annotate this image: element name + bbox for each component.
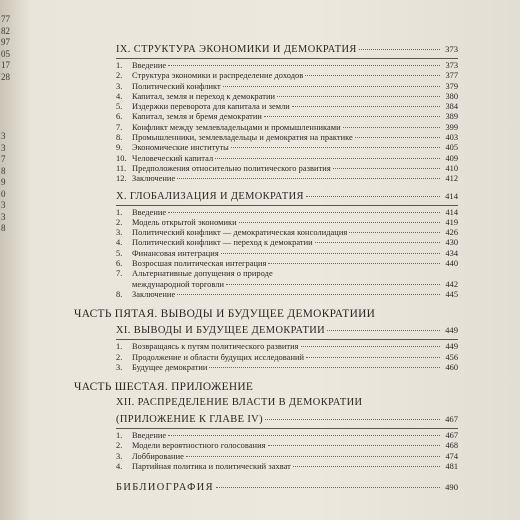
page-number: 414 [445,207,458,217]
toc-entry [74,431,458,441]
page-number: 373 [445,61,458,70]
entry-title: Политический конфликт — переход к демократии [132,238,313,248]
toc-entry [74,112,458,122]
edge-number: 8 [1,165,6,176]
leader-dots [293,466,440,467]
leader-dots [292,106,440,107]
entry-number: 4. [116,91,123,101]
leader-dots [226,284,440,285]
entry-number: 6. [116,112,123,122]
chapter-title: IX. СТРУКТУРА ЭКОНОМИКИ И ДЕМОКРАТИЯ [116,44,357,55]
edge-number: 9 [1,177,6,187]
leader-dots [221,253,440,254]
leader-dots [231,147,440,148]
toc-entry [74,133,458,143]
part-title: ЧАСТЬ ПЯТАЯ. ВЫВОДЫ И БУДУЩЕЕ ДЕМОКРАТИИИ [74,308,376,321]
leader-dots [168,65,440,66]
toc-entry [74,342,458,352]
page-number: 440 [445,259,458,269]
entry-title: Будущее демократии [132,362,208,372]
entry-title: Экономические институты [132,143,229,153]
entry-title: Конфликт между землевладельцами и промышленниками [132,122,341,132]
page-number: 449 [445,325,458,336]
bibliography-title: БИБЛИОГРАФИЯ [116,482,214,494]
edge-number: 77 [1,14,10,24]
leader-dots [277,96,440,97]
leader-dots [349,232,440,233]
entry-title: Капитал, земля и бремя демократии [132,112,262,122]
entry-title: Политический конфликт — демократическая консолидация [132,228,348,238]
chapter-heading [74,189,458,203]
page-number: 426 [445,228,458,238]
toc-entry [74,123,458,133]
page-number: 467 [445,414,458,425]
entry-title: Введение [132,207,167,217]
page-number: 481 [445,462,458,472]
leader-dots [306,196,440,197]
edge-number: 05 [1,48,10,59]
entry-title: Предположения относительно политического развития [132,163,331,173]
page-number: 399 [445,122,458,132]
entry-number: 2. [116,352,123,362]
entry-number: 5. [116,248,123,258]
entry-title: Капитал, земля и переход к демократии [132,91,276,101]
chapter-subtitle-line [74,412,458,426]
entry-title: Продолжение и области будущих исследований [132,352,305,362]
chapter-title: XI. ВЫВОДЫ И БУДУЩЕЕ ДЕМОКРАТИИ [116,325,326,337]
edge-number: 17 [1,60,10,70]
entry-number: 3. [116,228,123,238]
edge-number: 97 [1,37,10,47]
edge-number: 7 [1,154,6,164]
leader-dots [268,445,440,446]
entry-title: Лоббирование [132,451,184,461]
leader-dots [264,116,440,117]
entry-number: 1. [116,61,123,70]
entry-number: 4. [116,238,123,248]
entry-number: 2. [116,71,123,81]
entry-title: Политический конфликт [132,81,221,91]
entry-number: 5. [116,102,123,112]
toc-entry [74,143,458,153]
entry-number: 2. [116,441,123,451]
page-number: 389 [445,112,458,122]
toc-entry [74,102,458,112]
page-number: 474 [445,451,458,461]
page-number: 405 [445,143,458,153]
chapter-heading [74,42,458,56]
toc-entry [74,452,458,462]
toc-entry [74,290,458,300]
entry-number: 6. [116,259,123,269]
leader-dots [333,168,440,169]
toc-entry [74,218,458,228]
edge-number: 0 [1,188,6,199]
part-heading [74,379,458,395]
entry-number: 1. [116,342,123,352]
entry-title: Человеческий капитал [132,153,214,163]
leader-dots [239,222,440,223]
toc-entry [74,441,458,451]
toc-entry [74,92,458,102]
page-number: 419 [445,217,458,227]
edge-number: 8 [1,223,6,233]
page-number: 442 [445,279,458,289]
leader-dots [215,158,440,159]
chapter-heading [74,396,458,410]
page-number: 403 [445,133,458,143]
toc-entry [74,249,458,259]
entry-title: Заключение [132,289,176,299]
leader-dots [177,294,440,295]
divider [116,58,458,59]
entry-number: 9. [116,143,123,153]
entry-number: 11. [116,163,127,173]
page-number: 377 [445,71,458,81]
entry-title: Возвращаясь к путям политического развития [132,342,299,352]
part-heading [74,306,458,322]
entry-number: 1. [116,431,123,441]
leader-dots [209,367,440,368]
leader-dots [355,137,440,138]
leader-dots [216,487,440,488]
toc-entry [74,363,458,373]
page-number: 410 [445,163,458,173]
entry-title: Финансовая интеграция [132,248,219,258]
chapter-subtitle: (ПРИЛОЖЕНИЕ К ГЛАВЕ IV) [116,414,263,426]
edge-number: 3 [1,211,6,222]
leader-dots [306,357,440,358]
leader-dots [268,263,440,264]
entry-number: 7. [116,122,123,132]
toc-entry [74,82,458,92]
entry-title: Издержки переворота для капитала и земли [132,102,290,112]
chapter-title: X. ГЛОБАЛИЗАЦИЯ И ДЕМОКРАТИЯ [116,190,304,202]
leader-dots [301,346,440,347]
edge-number: 3 [1,200,6,210]
edge-number: 3 [1,131,6,141]
toc-entry [74,61,458,71]
entry-title: Альтернативные допущения о природе [132,269,273,279]
divider [116,205,458,206]
entry-number: 8. [116,289,123,299]
page-number: 430 [445,238,458,248]
toc-entry [74,269,458,279]
entry-title: Возросшая политическая интеграция [132,259,267,269]
page-number: 412 [445,174,458,184]
leader-dots [223,86,440,87]
page-number: 384 [445,102,458,112]
chapter-heading [74,323,458,337]
entry-number: 3. [116,451,123,461]
part-title: ЧАСТЬ ШЕСТАЯ. ПРИЛОЖЕНИЕ [74,381,254,394]
toc-entry [74,259,458,269]
toc-entry [74,174,458,184]
leader-dots [359,49,440,50]
edge-number: 82 [1,25,10,36]
toc-entry [74,208,458,218]
toc-entry [74,71,458,81]
entry-title: Введение [132,431,167,441]
entry-title: Промышленники, землевладельцы и демократия на практике [132,133,353,143]
entry-number: 3. [116,362,123,372]
bibliography-heading [74,480,458,494]
page-number: 409 [445,153,458,163]
entry-title: международной торговли [132,279,225,289]
entry-number: 3. [116,81,123,91]
divider [116,339,458,340]
page-number: 414 [445,190,458,201]
entry-title: Модель открытой экономики [132,217,237,227]
toc-entry [74,462,458,472]
page-number: 460 [445,362,458,372]
divider [116,428,458,429]
toc-entry [74,154,458,164]
page-number: 379 [445,81,458,91]
page-number: 380 [445,91,458,101]
leader-dots [168,212,440,213]
page-number: 373 [445,44,458,54]
entry-title: Структура экономики и распределение доходов [132,71,304,81]
entry-number: 7. [116,269,123,279]
leader-dots [177,178,440,179]
leader-dots [343,127,440,128]
leader-dots [265,419,440,420]
previous-page-edge-numbers [0,14,18,235]
toc-entry [74,238,458,248]
entry-number: 1. [116,207,123,217]
leader-dots [305,75,440,76]
toc-entry [74,164,458,174]
entry-number: 4. [116,462,123,472]
leader-dots [186,456,440,457]
leader-dots [315,242,440,243]
entry-number: 2. [116,217,123,227]
toc-entry [74,353,458,363]
page-number: 434 [445,248,458,258]
entry-number: 8. [116,133,123,143]
chapter-title: XII. РАСПРЕДЕЛЕНИЕ ВЛАСТИ В ДЕМОКРАТИИ [116,397,363,409]
page-number: 449 [445,342,458,352]
table-of-contents [74,38,458,494]
leader-dots [168,435,440,436]
page-number: 456 [445,352,458,362]
toc-entry-continuation [74,280,458,290]
entry-number: 12. [116,174,127,184]
entry-title: Заключение [132,174,176,184]
entry-title: Введение [132,61,167,70]
page-number: 445 [445,289,458,299]
page-number: 468 [445,441,458,451]
toc-entry [74,228,458,238]
edge-number: 28 [1,71,10,82]
entry-title: Партийная политика и политический захват [132,462,291,472]
entry-title: Модели вероятностного голосования [132,441,266,451]
entry-number: 10. [116,153,127,163]
leader-dots [327,330,440,331]
page-number: 490 [445,482,458,493]
page-number: 467 [445,431,458,441]
edge-number: 3 [1,142,6,153]
